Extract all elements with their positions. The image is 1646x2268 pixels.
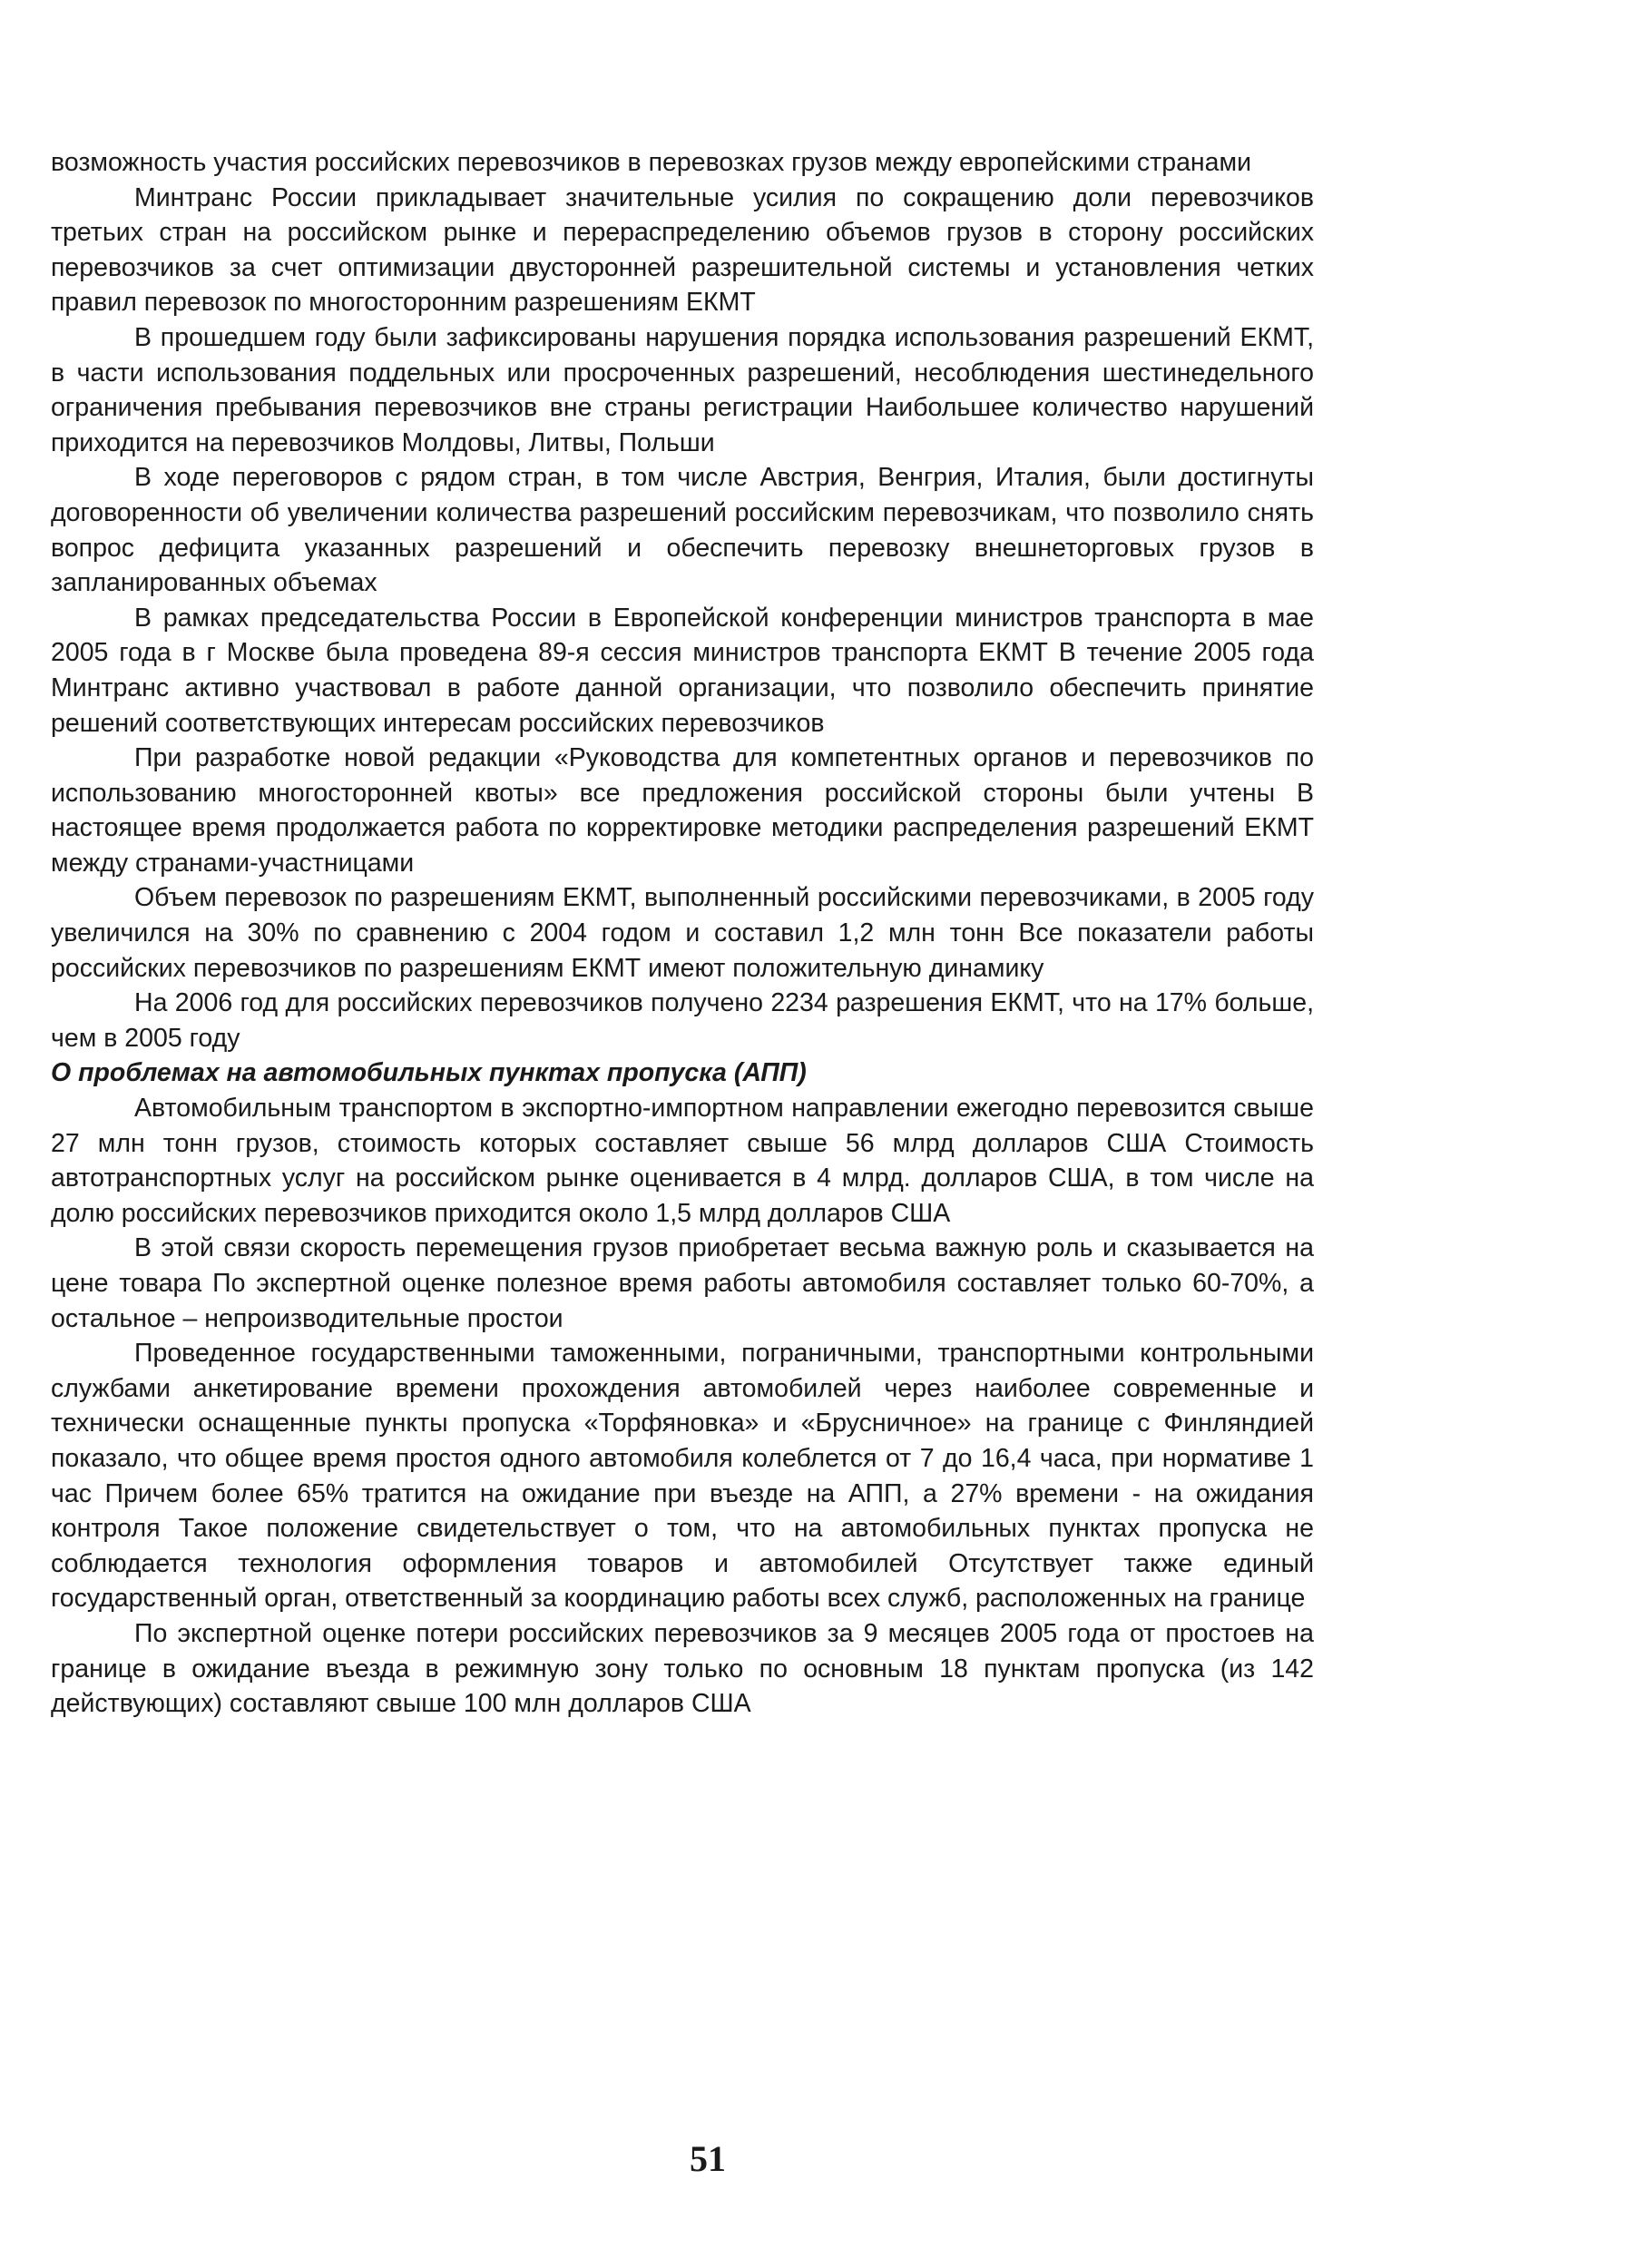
paragraph: В рамках председательства России в Европейской конференции министров транспорта в мае 2005 года в г Москве была проведена 89-я сессия министров транспорта ЕКМТ В течение 2005 года Минтранс активно участвовал в работе данной организации, что позволило обеспечить принятие решений соответствующих интересам российских перевозчиков bbox=[51, 603, 1314, 738]
paragraph: Минтранс России прикладывает значительные усилия по сокращению доли перевозчиков третьих стран на российском рынке и перераспределению объемов грузов в сторону российских перевозчиков за счет оптимизации двусторонней разрешительной системы и установления четких правил перевозок по многосторонним разрешениям ЕКМТ bbox=[51, 182, 1314, 318]
paragraph: возможность участия российских перевозчиков в перевозках грузов между европейскими странами bbox=[51, 148, 1252, 177]
paragraph: Проведенное государственными таможенными, пограничными, транспортными контрольными службами анкетирование времени прохождения автомобилей через наиболее современные и технически оснащенные пункты пропуска «Торфяновка» и «Брусничное» на границе с Финляндией показало, что общее время простоя одного автомобиля колеблется от 7 до 16,4 часа, при нормативе 1 час Причем более 65% тратится на ожидание при въезде на АПП, а 27% времени - на ожидания контроля Такое положение свидетельствует о том, что на автомобильных пунктах пропуска не соблюдается технология оформления товаров и автомобилей Отсутствует также единый государственный орган, ответственный за координацию работы всех служб, расположенных на границе bbox=[51, 1339, 1314, 1614]
paragraph: В ходе переговоров с рядом стран, в том числе Австрия, Венгрия, Италия, были достигнуты договоренности об увеличении количества разрешений российским перевозчикам, что позволило снять вопрос дефицита указанных разрешений и обеспечить перевозку внешнеторговых грузов в запланированных объемах bbox=[51, 463, 1314, 598]
paragraph: В прошедшем году были зафиксированы нарушения порядка использования разрешений ЕКМТ, в части использования поддельных или просроченных разрешений, несоблюдения шестинедельного ограничения пребывания перевозчиков вне страны регистрации Наибольшее количество нарушений приходится на перевозчиков Молдовы, Литвы, Польши bbox=[51, 322, 1314, 457]
section-heading: О проблемах на автомобильных пунктах пропуска (АПП) bbox=[51, 1058, 807, 1088]
paragraph: Автомобильным транспортом в экспортно-импортном направлении ежегодно перевозится свыше 27 млн тонн грузов, стоимость которых составляет свыше 56 млрд долларов США Стоимость автотранспортных услуг на российском рынке оценивается в 4 млрд. долларов США, в том числе на долю российских перевозчиков приходится около 1,5 млрд долларов США bbox=[51, 1094, 1314, 1228]
document-body bbox=[51, 145, 1314, 1722]
paragraph: Объем перевозок по разрешениям ЕКМТ, выполненный российскими перевозчиками, в 2005 году увеличился на 30% по сравнению с 2004 годом и составил 1,2 млн тонн Все показатели работы российских перевозчиков по разрешениям ЕКМТ имеют положительную динамику bbox=[51, 883, 1314, 983]
paragraph: На 2006 год для российских перевозчиков получено 2234 разрешения ЕКМТ, что на 17% больше, чем в 2005 году bbox=[51, 988, 1314, 1053]
paragraph: В этой связи скорость перемещения грузов приобретает весьма важную роль и сказывается на цене товара По экспертной оценке полезное время работы автомобиля составляет только 60-70%, а остальное – непроизводительные простои bbox=[51, 1233, 1314, 1333]
page-number: 51 bbox=[690, 2138, 726, 2179]
paragraph: По экспертной оценке потери российских перевозчиков за 9 месяцев 2005 года от простоев на границе в ожидание въезда в режимную зону только по основным 18 пунктам пропуска (из 142 действующих) составляют свыше 100 млн долларов США bbox=[51, 1618, 1314, 1719]
paragraph: При разработке новой редакции «Руководства для компетентных органов и перевозчиков по использованию многосторонней квоты» все предложения российской стороны были учтены В настоящее время продолжается работа по корректировке методики распределения разрешений ЕКМТ между странами-участницами bbox=[51, 743, 1314, 878]
